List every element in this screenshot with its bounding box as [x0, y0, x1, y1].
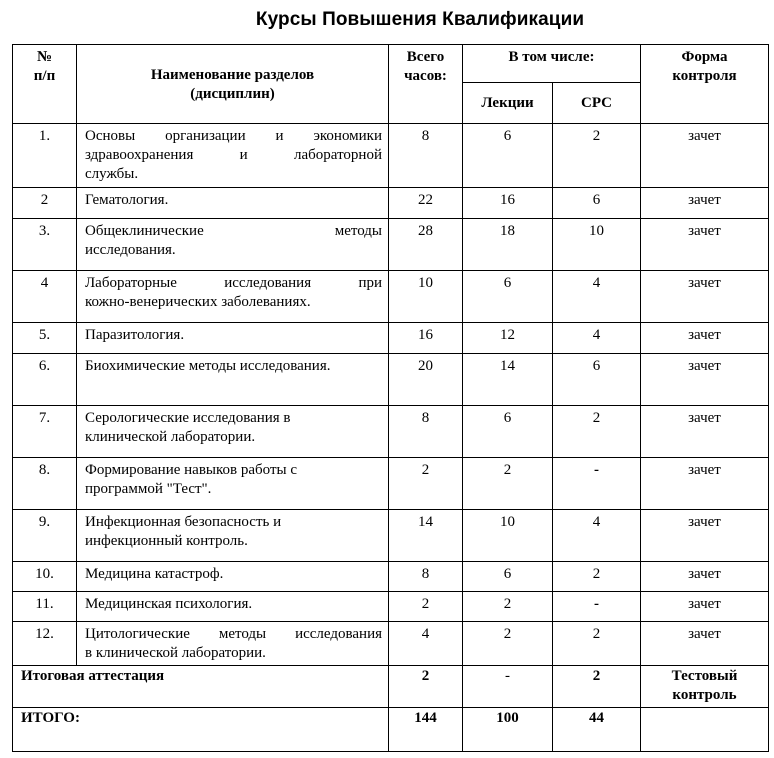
discipline-name-line: Паразитология. — [85, 327, 185, 343]
table-row — [13, 188, 769, 219]
row-lectures: 6 — [463, 406, 553, 458]
grand-total-srs: 44 — [553, 708, 641, 752]
row-number: 5. — [13, 323, 77, 354]
curriculum-table — [12, 44, 769, 752]
header-total-hours: Всего часов: — [389, 45, 463, 124]
row-lectures: 16 — [463, 188, 553, 219]
header-srs: СРС — [553, 83, 641, 124]
discipline-name-line: Формирование навыков работы с — [85, 462, 297, 478]
discipline-name-line: службы. — [85, 166, 139, 182]
header-name: Наименование разделов (дисциплин) — [77, 45, 389, 124]
row-number: 2 — [13, 188, 77, 219]
table-row — [13, 354, 769, 406]
row-lectures: 14 — [463, 354, 553, 406]
row-discipline-name — [77, 406, 389, 458]
row-lectures: 6 — [463, 562, 553, 592]
row-total-hours: 8 — [389, 124, 463, 188]
discipline-name-line: Общеклинические методы — [85, 223, 382, 239]
row-control-form: зачет — [641, 562, 769, 592]
row-total-hours: 14 — [389, 510, 463, 562]
row-lectures: 10 — [463, 510, 553, 562]
row-number: 7. — [13, 406, 77, 458]
table-body — [13, 124, 769, 666]
row-srs: 2 — [553, 562, 641, 592]
row-total-hours: 28 — [389, 219, 463, 271]
table-row — [13, 622, 769, 666]
row-lectures: 6 — [463, 124, 553, 188]
row-discipline-name — [77, 458, 389, 510]
row-number: 12. — [13, 622, 77, 666]
discipline-name-line: здравоохранения и лабораторной — [85, 147, 382, 163]
row-control-form: зачет — [641, 406, 769, 458]
row-total-hours: 8 — [389, 562, 463, 592]
row-total-hours: 10 — [389, 271, 463, 323]
row-discipline-name — [77, 354, 389, 406]
row-lectures: 12 — [463, 323, 553, 354]
discipline-name-line: Медицинская психология. — [85, 596, 253, 612]
discipline-name-line: программой "Тест". — [85, 481, 212, 497]
row-discipline-name — [77, 188, 389, 219]
row-srs: 4 — [553, 271, 641, 323]
discipline-name-line: Серологические исследования в — [85, 410, 291, 426]
row-srs: - — [553, 458, 641, 510]
row-discipline-name — [77, 622, 389, 666]
row-number: 1. — [13, 124, 77, 188]
row-srs: 6 — [553, 188, 641, 219]
row-control-form: зачет — [641, 323, 769, 354]
row-control-form: зачет — [641, 510, 769, 562]
row-total-hours: 16 — [389, 323, 463, 354]
final-attestation-label: Итоговая аттестация — [13, 666, 389, 708]
row-discipline-name — [77, 124, 389, 188]
row-control-form: зачет — [641, 271, 769, 323]
row-total-hours: 20 — [389, 354, 463, 406]
row-number: 11. — [13, 592, 77, 622]
row-control-form: зачет — [641, 219, 769, 271]
row-number: 8. — [13, 458, 77, 510]
row-srs: 6 — [553, 354, 641, 406]
table-row — [13, 124, 769, 188]
table-row — [13, 562, 769, 592]
header-row — [13, 45, 769, 83]
table-row — [13, 271, 769, 323]
row-srs: 4 — [553, 510, 641, 562]
discipline-name-line: кожно-венерических заболеваниях. — [85, 294, 311, 310]
discipline-name-line: Биохимические методы исследования. — [85, 358, 331, 374]
row-lectures: 18 — [463, 219, 553, 271]
final-attestation-row — [13, 666, 769, 708]
row-srs: 2 — [553, 622, 641, 666]
row-control-form: зачет — [641, 592, 769, 622]
grand-total-lectures: 100 — [463, 708, 553, 752]
table-row — [13, 406, 769, 458]
header-lectures: Лекции — [463, 83, 553, 124]
row-srs: 2 — [553, 124, 641, 188]
row-total-hours: 8 — [389, 406, 463, 458]
row-number: 10. — [13, 562, 77, 592]
row-number: 6. — [13, 354, 77, 406]
row-total-hours: 2 — [389, 458, 463, 510]
row-lectures: 2 — [463, 622, 553, 666]
row-discipline-name — [77, 562, 389, 592]
header-control-form: Форма контроля — [641, 45, 769, 124]
header-num: № п/п — [13, 45, 77, 124]
table-row — [13, 458, 769, 510]
discipline-name-line: Цитологические методы исследования — [85, 626, 382, 642]
row-total-hours: 22 — [389, 188, 463, 219]
row-control-form: зачет — [641, 458, 769, 510]
row-srs: 2 — [553, 406, 641, 458]
table-row — [13, 510, 769, 562]
discipline-name-line: Основы организации и экономики — [85, 128, 382, 144]
final-attestation-total: 2 — [389, 666, 463, 708]
discipline-name-line: Лабораторные исследования при — [85, 275, 382, 291]
discipline-name-line: клинической лаборатории. — [85, 429, 256, 445]
row-srs: - — [553, 592, 641, 622]
row-total-hours: 4 — [389, 622, 463, 666]
row-number: 9. — [13, 510, 77, 562]
row-discipline-name — [77, 323, 389, 354]
discipline-name-line: Медицина катастроф. — [85, 566, 224, 582]
discipline-name-line: инфекционный контроль. — [85, 533, 248, 549]
discipline-name-line: в клинической лаборатории. — [85, 645, 266, 661]
row-control-form: зачет — [641, 188, 769, 219]
final-attestation-srs: 2 — [553, 666, 641, 708]
grand-total-label: ИТОГО: — [13, 708, 389, 752]
discipline-name-line: исследования. — [85, 242, 176, 258]
row-number: 4 — [13, 271, 77, 323]
final-attestation-control: Тестовый контроль — [641, 666, 769, 708]
document-title: Курсы Повышения Квалификации — [255, 9, 585, 30]
discipline-name-line: Гематология. — [85, 192, 169, 208]
row-discipline-name — [77, 271, 389, 323]
row-srs: 10 — [553, 219, 641, 271]
row-control-form: зачет — [641, 622, 769, 666]
row-control-form: зачет — [641, 354, 769, 406]
row-number: 3. — [13, 219, 77, 271]
row-srs: 4 — [553, 323, 641, 354]
row-discipline-name — [77, 592, 389, 622]
row-lectures: 2 — [463, 458, 553, 510]
final-attestation-lectures: - — [463, 666, 553, 708]
row-lectures: 2 — [463, 592, 553, 622]
row-lectures: 6 — [463, 271, 553, 323]
row-control-form: зачет — [641, 124, 769, 188]
grand-total-control — [641, 708, 769, 752]
grand-total-row — [13, 708, 769, 752]
header-including: В том числе: — [463, 45, 641, 83]
table-row — [13, 592, 769, 622]
row-discipline-name — [77, 219, 389, 271]
grand-total-hours: 144 — [389, 708, 463, 752]
discipline-name-line: Инфекционная безопасность и — [85, 514, 282, 530]
row-discipline-name — [77, 510, 389, 562]
table-row — [13, 219, 769, 271]
row-total-hours: 2 — [389, 592, 463, 622]
table-row — [13, 323, 769, 354]
